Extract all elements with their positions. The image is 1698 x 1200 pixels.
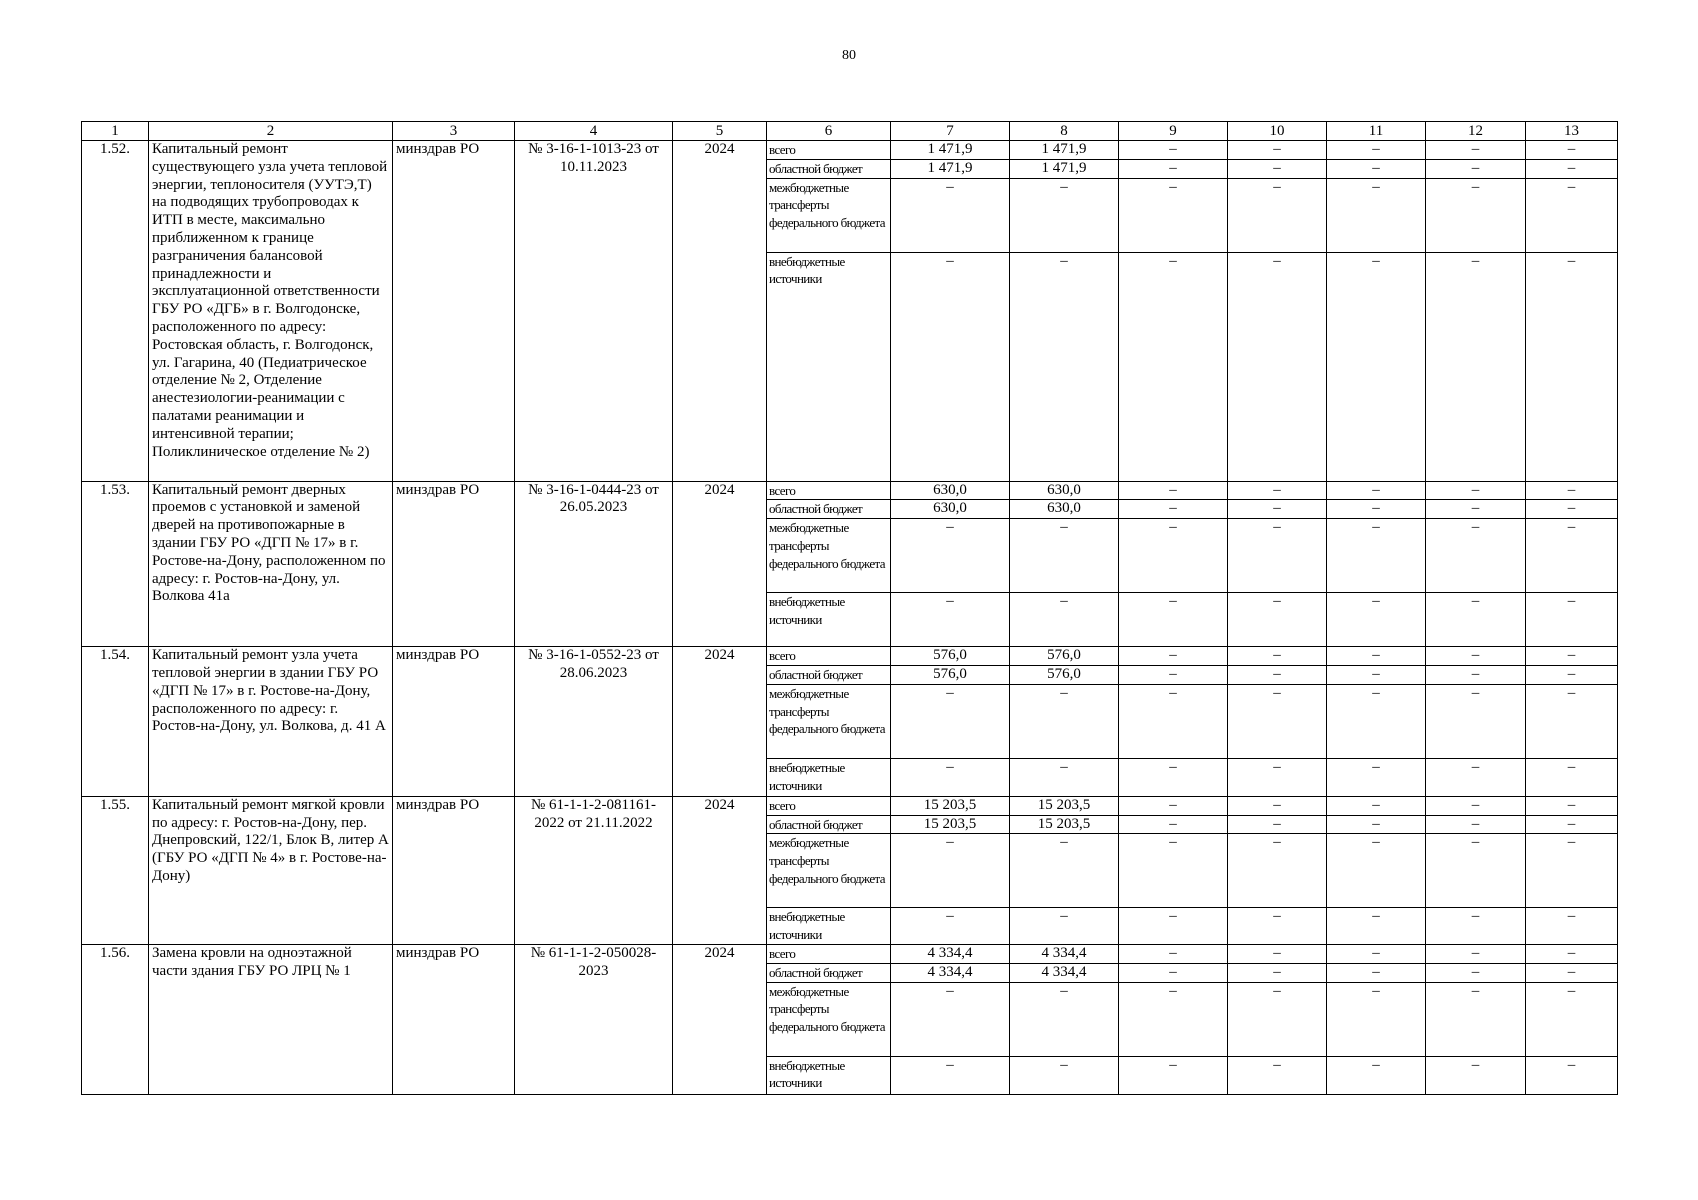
funding-value: – <box>1327 796 1426 815</box>
object-name: Капитальный ремонт существующего узла учета тепловой энергии, теплоносителя (УУТЭ,Т) на подводящих трубопроводах к ИТП в месте, максимально приближенном к границе разграничения балансовой принадлежности и эксплуатационной ответственности ГБУ РО «ДГБ» в г. Волгодонске, расположенного по адресу: Ростовская область, г. Волгодонск, ул. Гагарина, 40 (Педиатрическое отделение № 2, Отделение анестезиологии-реанимации с палатами реанимации и интенсивной терапии; Поликлиническое отделение № 2) <box>149 141 393 482</box>
funding-value: – <box>1228 963 1327 982</box>
funding-value: – <box>1426 1056 1526 1094</box>
funding-value: – <box>1426 684 1526 758</box>
funding-source: внебюджетные источники <box>767 593 891 647</box>
funding-value: – <box>1526 252 1618 481</box>
year: 2024 <box>673 481 767 647</box>
funding-source: внебюджетные источники <box>767 252 891 481</box>
funding-value: 576,0 <box>1010 665 1119 684</box>
customer: минздрав РО <box>393 944 515 1094</box>
funding-value: 1 471,9 <box>891 159 1010 178</box>
funding-value: – <box>891 1056 1010 1094</box>
funding-value: – <box>1426 481 1526 500</box>
funding-value: – <box>1327 665 1426 684</box>
column-number: 9 <box>1119 122 1228 141</box>
funding-source: областной бюджет <box>767 159 891 178</box>
funding-value: – <box>1228 519 1327 593</box>
column-number: 11 <box>1327 122 1426 141</box>
funding-value: – <box>1327 982 1426 1056</box>
funding-value: – <box>1426 141 1526 160</box>
funding-value: – <box>1327 500 1426 519</box>
table-row <box>82 796 1618 815</box>
column-number: 5 <box>673 122 767 141</box>
funding-value: – <box>1228 834 1327 908</box>
column-number: 12 <box>1426 122 1526 141</box>
year: 2024 <box>673 141 767 482</box>
funding-value: – <box>1327 908 1426 945</box>
funding-value: – <box>1119 758 1228 796</box>
funding-value: – <box>1426 647 1526 666</box>
funding-value: – <box>1228 944 1327 963</box>
funding-value: – <box>1526 982 1618 1056</box>
funding-value: – <box>1327 834 1426 908</box>
row-number: 1.52. <box>82 141 149 482</box>
funding-value: – <box>1119 178 1228 252</box>
funding-value: – <box>1426 593 1526 647</box>
funding-value: – <box>1010 908 1119 945</box>
funding-value: – <box>1327 593 1426 647</box>
column-number-header-row <box>82 122 1618 141</box>
funding-value: 4 334,4 <box>891 944 1010 963</box>
funding-value: – <box>891 684 1010 758</box>
funding-value: – <box>1526 908 1618 945</box>
column-number: 4 <box>515 122 673 141</box>
funding-value: – <box>1010 178 1119 252</box>
funding-value: 4 334,4 <box>891 963 1010 982</box>
funding-value: – <box>891 252 1010 481</box>
object-name: Капитальный ремонт мягкой кровли по адресу: г. Ростов-на-Дону, пер. Днепровский, 122/1, Блок В, литер А (ГБУ РО «ДГП № 4» в г. Ростове-на-Дону) <box>149 796 393 944</box>
row-number: 1.56. <box>82 944 149 1094</box>
funding-value: – <box>891 908 1010 945</box>
funding-value: – <box>1119 963 1228 982</box>
column-number: 3 <box>393 122 515 141</box>
funding-value: – <box>1119 908 1228 945</box>
funding-value: – <box>1327 684 1426 758</box>
expertise-document: № 3-16-1-1013-23 от 10.11.2023 <box>515 141 673 482</box>
funding-value: – <box>1526 178 1618 252</box>
funding-value: – <box>1327 481 1426 500</box>
funding-value: – <box>1526 684 1618 758</box>
funding-value: – <box>1010 252 1119 481</box>
funding-value: – <box>1228 684 1327 758</box>
funding-source: областной бюджет <box>767 500 891 519</box>
funding-source: внебюджетные источники <box>767 1056 891 1094</box>
funding-value: 576,0 <box>891 665 1010 684</box>
funding-value: – <box>1526 647 1618 666</box>
funding-value: – <box>1228 593 1327 647</box>
funding-value: – <box>1426 500 1526 519</box>
funding-source: всего <box>767 944 891 963</box>
funding-value: – <box>1228 982 1327 1056</box>
funding-value: – <box>1526 796 1618 815</box>
funding-value: – <box>1526 141 1618 160</box>
funding-value: – <box>1526 665 1618 684</box>
column-number: 7 <box>891 122 1010 141</box>
column-number: 13 <box>1526 122 1618 141</box>
funding-source: внебюджетные источники <box>767 908 891 945</box>
funding-value: – <box>1526 519 1618 593</box>
funding-value: – <box>1119 519 1228 593</box>
funding-value: 15 203,5 <box>1010 815 1119 834</box>
funding-value: 15 203,5 <box>891 796 1010 815</box>
funding-value: – <box>1327 963 1426 982</box>
funding-source: межбюджетные трансферты федерального бюджета <box>767 519 891 593</box>
funding-value: – <box>1119 944 1228 963</box>
column-number: 8 <box>1010 122 1119 141</box>
funding-value: – <box>1426 908 1526 945</box>
funding-source: всего <box>767 647 891 666</box>
funding-value: – <box>1526 963 1618 982</box>
row-number: 1.54. <box>82 647 149 797</box>
table-row <box>82 481 1618 500</box>
funding-value: 4 334,4 <box>1010 963 1119 982</box>
funding-value: – <box>1327 944 1426 963</box>
funding-value: – <box>1228 141 1327 160</box>
funding-value: – <box>1327 647 1426 666</box>
funding-value: – <box>1526 834 1618 908</box>
object-name: Замена кровли на одноэтажной части здания ГБУ РО ЛРЦ № 1 <box>149 944 393 1094</box>
funding-value: – <box>1119 500 1228 519</box>
customer: минздрав РО <box>393 481 515 647</box>
year: 2024 <box>673 944 767 1094</box>
funding-value: – <box>1526 593 1618 647</box>
funding-value: – <box>1010 593 1119 647</box>
row-number: 1.53. <box>82 481 149 647</box>
funding-value: – <box>1426 519 1526 593</box>
funding-value: – <box>1010 834 1119 908</box>
funding-value: – <box>891 758 1010 796</box>
funding-value: – <box>1526 758 1618 796</box>
customer: минздрав РО <box>393 796 515 944</box>
funding-value: 1 471,9 <box>1010 141 1119 160</box>
row-number: 1.55. <box>82 796 149 944</box>
funding-value: – <box>1119 593 1228 647</box>
funding-value: – <box>1010 982 1119 1056</box>
funding-value: – <box>1426 178 1526 252</box>
funding-value: – <box>1119 796 1228 815</box>
funding-source: всего <box>767 796 891 815</box>
object-name: Капитальный ремонт дверных проемов с установкой и заменой дверей на противопожарные в здании ГБУ РО «ДГП № 17» в г. Ростове-на-Дону, расположенном по адресу: г. Ростов-на-Дону, ул. Волкова 41а <box>149 481 393 647</box>
funding-value: 630,0 <box>891 481 1010 500</box>
funding-source: всего <box>767 141 891 160</box>
column-number: 6 <box>767 122 891 141</box>
funding-value: – <box>1426 815 1526 834</box>
expertise-document: № 3-16-1-0444-23 от 26.05.2023 <box>515 481 673 647</box>
funding-value: – <box>1526 1056 1618 1094</box>
customer: минздрав РО <box>393 141 515 482</box>
funding-value: – <box>1526 815 1618 834</box>
funding-value: – <box>1228 178 1327 252</box>
funding-value: – <box>1228 815 1327 834</box>
funding-value: – <box>1119 647 1228 666</box>
funding-value: – <box>1426 758 1526 796</box>
funding-value: – <box>1119 159 1228 178</box>
funding-value: – <box>1228 796 1327 815</box>
funding-source: межбюджетные трансферты федерального бюджета <box>767 834 891 908</box>
funding-source: межбюджетные трансферты федерального бюджета <box>767 982 891 1056</box>
funding-value: – <box>891 178 1010 252</box>
funding-value: – <box>1119 982 1228 1056</box>
funding-source: областной бюджет <box>767 815 891 834</box>
customer: минздрав РО <box>393 647 515 797</box>
funding-value: – <box>1327 519 1426 593</box>
table-row <box>82 141 1618 160</box>
funding-value: – <box>1228 665 1327 684</box>
funding-value: 576,0 <box>891 647 1010 666</box>
funding-value: – <box>891 982 1010 1056</box>
funding-source: областной бюджет <box>767 963 891 982</box>
funding-value: – <box>1327 758 1426 796</box>
funding-value: – <box>1426 963 1526 982</box>
funding-value: – <box>1228 481 1327 500</box>
funding-value: – <box>1327 178 1426 252</box>
funding-value: 1 471,9 <box>891 141 1010 160</box>
funding-value: – <box>1010 1056 1119 1094</box>
expertise-document: № 61-1-1-2-050028-2023 <box>515 944 673 1094</box>
funding-value: – <box>1228 500 1327 519</box>
column-number: 2 <box>149 122 393 141</box>
expertise-document: № 3-16-1-0552-23 от 28.06.2023 <box>515 647 673 797</box>
year: 2024 <box>673 796 767 944</box>
funding-value: – <box>1228 252 1327 481</box>
program-table <box>81 121 1618 1095</box>
funding-value: – <box>1228 758 1327 796</box>
funding-value: – <box>1426 834 1526 908</box>
funding-value: – <box>1119 141 1228 160</box>
funding-value: 15 203,5 <box>1010 796 1119 815</box>
funding-value: 576,0 <box>1010 647 1119 666</box>
funding-value: – <box>1327 815 1426 834</box>
funding-value: 630,0 <box>1010 500 1119 519</box>
funding-value: – <box>891 519 1010 593</box>
funding-value: 15 203,5 <box>891 815 1010 834</box>
funding-value: 1 471,9 <box>1010 159 1119 178</box>
funding-value: – <box>1426 796 1526 815</box>
funding-value: – <box>1119 481 1228 500</box>
funding-value: – <box>1327 141 1426 160</box>
funding-value: – <box>1426 159 1526 178</box>
funding-value: – <box>1119 834 1228 908</box>
funding-value: – <box>1228 1056 1327 1094</box>
funding-value: – <box>1327 1056 1426 1094</box>
expertise-document: № 61-1-1-2-081161-2022 от 21.11.2022 <box>515 796 673 944</box>
funding-value: – <box>1327 252 1426 481</box>
funding-value: – <box>1228 647 1327 666</box>
funding-value: – <box>1010 758 1119 796</box>
funding-value: – <box>1119 665 1228 684</box>
funding-value: – <box>1526 159 1618 178</box>
funding-value: – <box>1119 684 1228 758</box>
funding-value: 4 334,4 <box>1010 944 1119 963</box>
funding-value: – <box>1010 684 1119 758</box>
funding-value: – <box>1426 944 1526 963</box>
funding-value: – <box>1119 815 1228 834</box>
funding-value: – <box>1327 159 1426 178</box>
funding-value: 630,0 <box>891 500 1010 519</box>
funding-value: – <box>1119 1056 1228 1094</box>
funding-source: всего <box>767 481 891 500</box>
funding-value: – <box>1526 500 1618 519</box>
funding-source: межбюджетные трансферты федерального бюджета <box>767 684 891 758</box>
column-number: 10 <box>1228 122 1327 141</box>
year: 2024 <box>673 647 767 797</box>
table-row <box>82 944 1618 963</box>
column-number: 1 <box>82 122 149 141</box>
funding-source: внебюджетные источники <box>767 758 891 796</box>
funding-value: – <box>1526 944 1618 963</box>
funding-value: – <box>1426 982 1526 1056</box>
funding-source: областной бюджет <box>767 665 891 684</box>
funding-value: – <box>891 593 1010 647</box>
funding-value: 630,0 <box>1010 481 1119 500</box>
funding-source: межбюджетные трансферты федерального бюджета <box>767 178 891 252</box>
object-name: Капитальный ремонт узла учета тепловой энергии в здании ГБУ РО «ДГП № 17» в г. Ростове-на-Дону, расположенного по адресу: г. Ростов-на-Дону, ул. Волкова, д. 41 А <box>149 647 393 797</box>
funding-value: – <box>1010 519 1119 593</box>
table-row <box>82 647 1618 666</box>
funding-value: – <box>1228 159 1327 178</box>
page-number: 80 <box>842 48 856 63</box>
funding-value: – <box>1119 252 1228 481</box>
funding-value: – <box>1526 481 1618 500</box>
funding-value: – <box>891 834 1010 908</box>
funding-value: – <box>1426 665 1526 684</box>
funding-value: – <box>1426 252 1526 481</box>
funding-value: – <box>1228 908 1327 945</box>
